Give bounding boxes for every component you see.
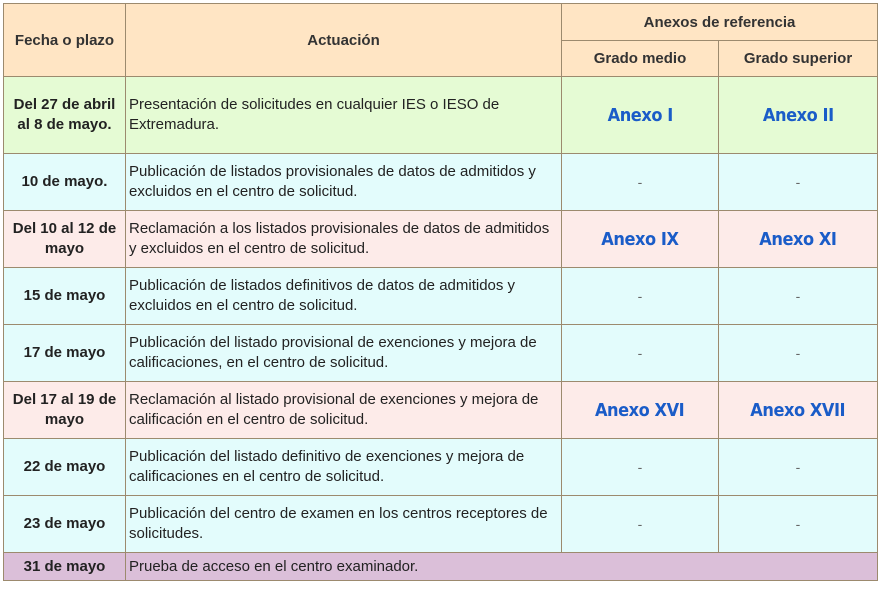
row-action: Publicación del listado provisional de exenciones y mejora de calificaciones, en el centro de solicitud. [126,325,562,382]
header-date: Fecha o plazo [4,4,126,77]
row-annex-superior [719,154,878,211]
row-annex-superior [719,439,878,496]
row-annex-superior [719,77,878,154]
row-annex-medio [562,325,719,382]
row-annex-medio [562,382,719,439]
annex-link[interactable]: Anexo XVII [750,399,846,421]
row-action: Reclamación a los listados provisionales de datos de admitidos y excluidos en el centro de solicitud. [126,211,562,268]
table-row [4,553,878,581]
row-date: Del 27 de abril al 8 de mayo. [4,77,126,154]
header-annex-group: Anexos de referencia [562,4,878,41]
table-row [4,211,878,268]
header-grado-superior: Grado superior [719,41,878,77]
empty-dash: - [795,515,801,532]
table-row [4,325,878,382]
empty-dash: - [795,287,801,304]
row-annex-superior [719,211,878,268]
empty-dash: - [795,458,801,475]
row-annex-superior [719,268,878,325]
row-date: 17 de mayo [4,325,126,382]
table-row [4,154,878,211]
row-action: Publicación de listados provisionales de datos de admitidos y excluidos en el centro de solicitud. [126,154,562,211]
annex-link[interactable]: Anexo IX [601,228,679,250]
row-date: 10 de mayo. [4,154,126,211]
row-action: Prueba de acceso en el centro examinador. [126,553,878,581]
empty-dash: - [795,344,801,361]
row-annex-medio [562,77,719,154]
empty-dash: - [795,173,801,190]
row-annex-superior [719,496,878,553]
row-action: Reclamación al listado provisional de exenciones y mejora de calificación en el centro de solicitud. [126,382,562,439]
row-date: Del 17 al 19 de mayo [4,382,126,439]
table-row [4,77,878,154]
annex-link[interactable]: Anexo I [607,104,673,126]
annex-link[interactable]: Anexo II [762,104,834,126]
empty-dash: - [637,287,643,304]
table-row [4,439,878,496]
row-action: Presentación de solicitudes en cualquier IES o IESO de Extremadura. [126,77,562,154]
row-date: 15 de mayo [4,268,126,325]
empty-dash: - [637,458,643,475]
row-annex-medio [562,268,719,325]
annex-link[interactable]: Anexo XI [759,228,837,250]
row-action: Publicación del centro de examen en los centros receptores de solicitudes. [126,496,562,553]
schedule-table [3,3,878,581]
table-row [4,268,878,325]
row-date: Del 10 al 12 de mayo [4,211,126,268]
empty-dash: - [637,515,643,532]
empty-dash: - [637,344,643,361]
row-annex-superior [719,325,878,382]
header-grado-medio: Grado medio [562,41,719,77]
row-annex-medio [562,154,719,211]
row-annex-medio [562,439,719,496]
table-row [4,496,878,553]
table-row [4,382,878,439]
annex-link[interactable]: Anexo XVI [595,399,685,421]
empty-dash: - [637,173,643,190]
row-annex-superior [719,382,878,439]
row-date: 23 de mayo [4,496,126,553]
header-action: Actuación [126,4,562,77]
row-annex-medio [562,496,719,553]
row-date: 31 de mayo [4,553,126,581]
row-date: 22 de mayo [4,439,126,496]
row-action: Publicación de listados definitivos de datos de admitidos y excluidos en el centro de solicitud. [126,268,562,325]
row-annex-medio [562,211,719,268]
row-action: Publicación del listado definitivo de exenciones y mejora de calificaciones en el centro de solicitud. [126,439,562,496]
